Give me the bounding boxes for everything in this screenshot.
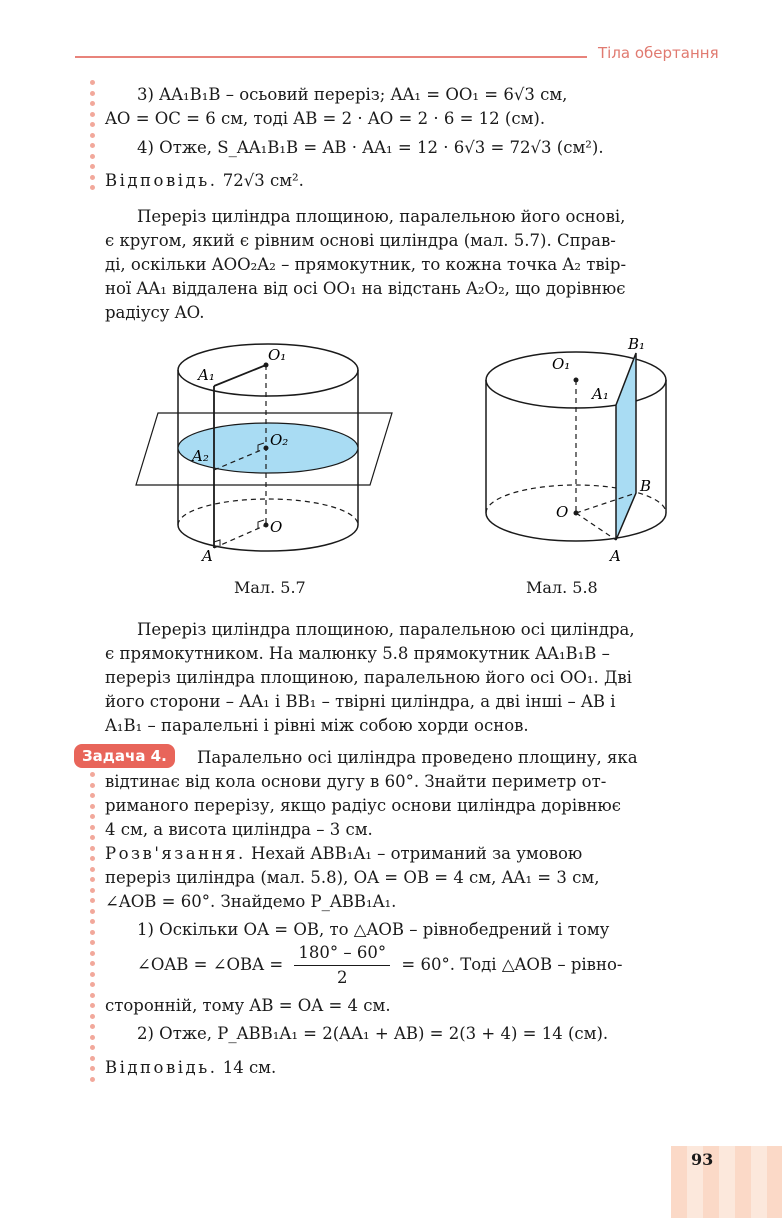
section-title: Тіла обертання [598,44,719,62]
bottom-base-back [178,499,358,525]
para2-line: A₁B₁ – паралельні і рівні між собою хорди основ. [105,716,529,735]
radius-a1o1 [214,365,266,386]
label-o1: O₁ [552,355,571,373]
task-line: відтинає від кола основи дугу в 60°. Знайти периметр от- [105,772,607,791]
formula-right: = 60°. Тоді △AOB – рівно- [401,955,623,974]
margin-dots [90,772,96,1087]
fraction-numerator: 180° – 60° [294,943,390,966]
answer-2 [105,1056,276,1080]
point-o [264,523,269,528]
right-angle-mark [258,520,264,528]
answer-value: 14 см. [222,1058,277,1077]
axial-section [616,353,636,540]
para1-line: радіусу AO. [105,303,205,322]
solution-line-3: 3) AA₁B₁B – осьовий переріз; AA₁ = OO₁ = 6√3 см, [137,85,568,104]
point-o2 [264,446,269,451]
label-o: O [556,503,569,521]
figure-5-8 [470,335,680,570]
answer-value: 72√3 см². [222,171,304,190]
label-a1: A₁ [592,385,609,403]
caption-5-7: Мал. 5.7 [234,578,306,597]
answer-1 [105,169,304,193]
task-line: Паралельно осі циліндра проведено площину, яка [197,748,638,767]
solution-label: Розв'язання. [105,844,246,863]
para2-line: є прямокутником. На малюнку 5.8 прямокутник AA₁B₁B – [105,644,610,663]
radius-ao [214,525,266,548]
para1-line: ді, оскільки AOO₂A₂ – прямокутник, то кожна точка A₂ твір- [105,255,627,274]
margin-dots [90,80,96,196]
para1-line: Переріз циліндра площиною, паралельною його основі, [137,207,626,226]
task-badge: Задача 4. [74,744,175,768]
para2-line: його сторони – AA₁ і BB₁ – твірні циліндра, а дві інші – AB і [105,692,616,711]
header-rule [75,56,587,58]
figure-5-7 [130,335,400,570]
solution-line-4: 4) Отже, S_AA₁B₁B = AB · AA₁ = 12 · 6√3 = 72√3 (см²). [137,138,604,157]
solution-line-3b: AO = OC = 6 см, тоді AB = 2 · AO = 2 · 6 = 12 (см). [105,109,546,128]
answer-label: Відповідь. [105,171,218,190]
answer-label: Відповідь. [105,1058,218,1077]
step-1-end: сторонній, тому AB = OA = 4 см. [105,996,391,1015]
point-o [574,511,579,516]
label-o2: O₂ [270,431,289,449]
fraction-denominator: 2 [337,968,348,987]
label-a: A [610,547,621,565]
caption-5-8: Мал. 5.8 [526,578,598,597]
solution-text: Нехай ABB₁A₁ – отриманий за умовою [251,844,583,863]
label-a1: A₁ [198,366,215,384]
para2-line: Переріз циліндра площиною, паралельною осі циліндра, [137,620,635,639]
bottom-base-front [486,513,666,541]
radius-oa [576,513,616,540]
label-a: A [202,547,213,565]
label-b: B [640,477,652,495]
label-o: O [270,518,283,536]
task-line: 4 см, а висота циліндра – 3 см. [105,820,373,839]
label-o1: O₁ [268,346,287,364]
step-1-formula [137,943,622,988]
solution-intro [105,842,582,866]
fraction [294,943,390,988]
task-line: риманого перерізу, якщо радіус основи циліндра дорівнює [105,796,622,815]
step-2: 2) Отже, P_ABB₁A₁ = 2(AA₁ + AB) = 2(3 + 4) = 14 (см). [137,1024,609,1043]
solution-line: переріз циліндра (мал. 5.8), OA = OB = 4 см, AA₁ = 3 см, [105,868,600,887]
point-o1 [574,378,579,383]
para1-line: є кругом, який є рівним основі циліндра (мал. 5.7). Справ- [105,231,616,250]
label-a2: A₂ [192,447,209,465]
solution-line: ∠AOB = 60°. Знайдемо P_ABB₁A₁. [105,892,397,911]
para1-line: ної AA₁ віддалена від осі OO₁ на відстань A₂O₂, що дорівнює [105,279,626,298]
label-b1: B₁ [628,335,646,353]
formula-left: ∠OAB = ∠OBA = [137,955,284,974]
para2-line: переріз циліндра площиною, паралельною його осі OO₁. Дві [105,668,632,687]
page-number-box [671,1146,782,1218]
step-1: 1) Оскільки OA = OB, то △AOB – рівнобедрений і тому [137,920,610,939]
page-number: 93 [691,1150,714,1169]
